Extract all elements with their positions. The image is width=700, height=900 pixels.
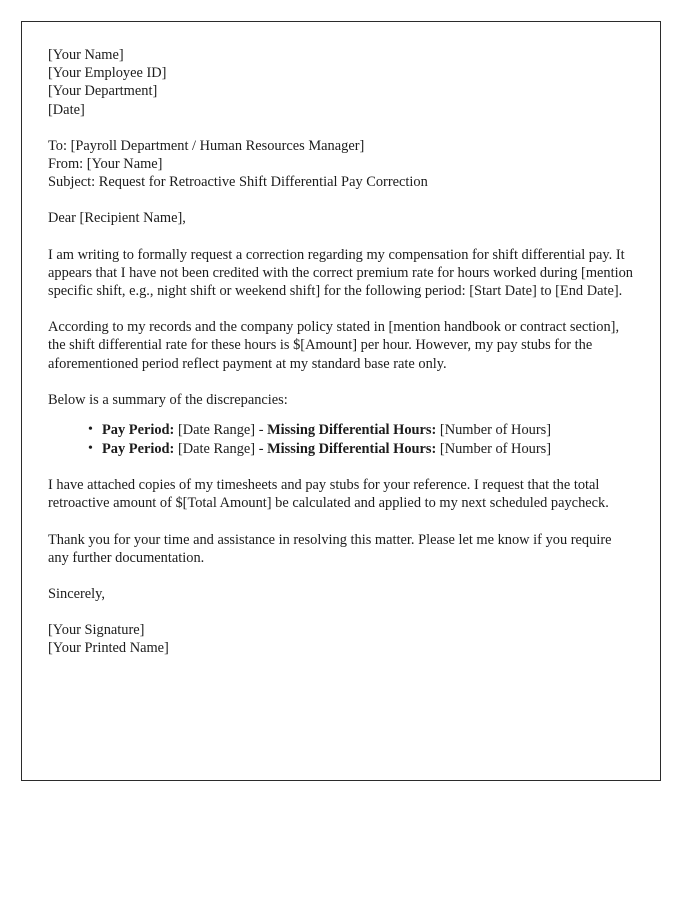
sender-name-line: [Your Name] [48,47,124,63]
list-item [88,440,634,459]
sender-from-line: From: [Your Name] [48,156,163,173]
item-separator: - [258,422,264,439]
discrepancy-list [48,421,634,458]
missing-hours-value: [Number of Hours] [439,440,552,457]
body-paragraph-1: I am writing to formally request a correction regarding my compensation for shift differential pay. It appears that I have not been credited with the correct premium rate for hours worked during [mention specific shift, e.g., night shift or weekend shift] for the following period: [Start Date] to [End Date]. [48,246,634,300]
item-separator: - [258,440,264,457]
pay-period-value: [Date Range] [177,422,256,439]
recipient-to-line: To: [Payroll Department / Human Resources Manager] [48,137,365,154]
missing-hours-label: Missing Differential Hours: [267,440,437,457]
body-paragraph-2: According to my records and the company policy stated in [mention handbook or contract section], the shift differential rate for these hours is $[Amount] per hour. However, my pay stubs for the aforementioned period reflect payment at my standard base rate only. [48,319,620,372]
pay-period-label: Pay Period: [102,422,175,439]
printed-name-line: [Your Printed Name] [48,640,169,657]
signature-placeholder-line: [Your Signature] [48,622,145,639]
sender-department-line: [Your Department] [48,83,158,100]
missing-hours-value: [Number of Hours] [439,422,552,439]
sender-date-line: [Date] [48,101,85,118]
pay-period-label: Pay Period: [102,440,175,457]
body-paragraph-3: I have attached copies of my timesheets and pay stubs for your reference. I request that the total retroactive amount of $[Total Amount] be calculated and applied to my next scheduled paycheck. [48,477,609,512]
letter-meta-block [48,137,634,192]
letter-border-box [21,21,661,781]
subject-line: Subject: Request for Retroactive Shift Differential Pay Correction [48,174,428,191]
signature-block [48,621,634,657]
salutation: Dear [Recipient Name], [48,210,186,227]
list-item [88,421,634,440]
letter-body [22,22,660,678]
pay-period-value: [Date Range] [177,440,256,457]
closing-line: Sincerely, [48,586,106,603]
sender-address-block [48,46,634,119]
body-paragraph-4: Thank you for your time and assistance in resolving this matter. Please let me know if you require any further documentation. [48,531,612,566]
sender-employee-id-line: [Your Employee ID] [48,65,167,82]
discrepancy-list-lead-in: Below is a summary of the discrepancies: [48,391,288,408]
missing-hours-label: Missing Differential Hours: [267,422,437,439]
